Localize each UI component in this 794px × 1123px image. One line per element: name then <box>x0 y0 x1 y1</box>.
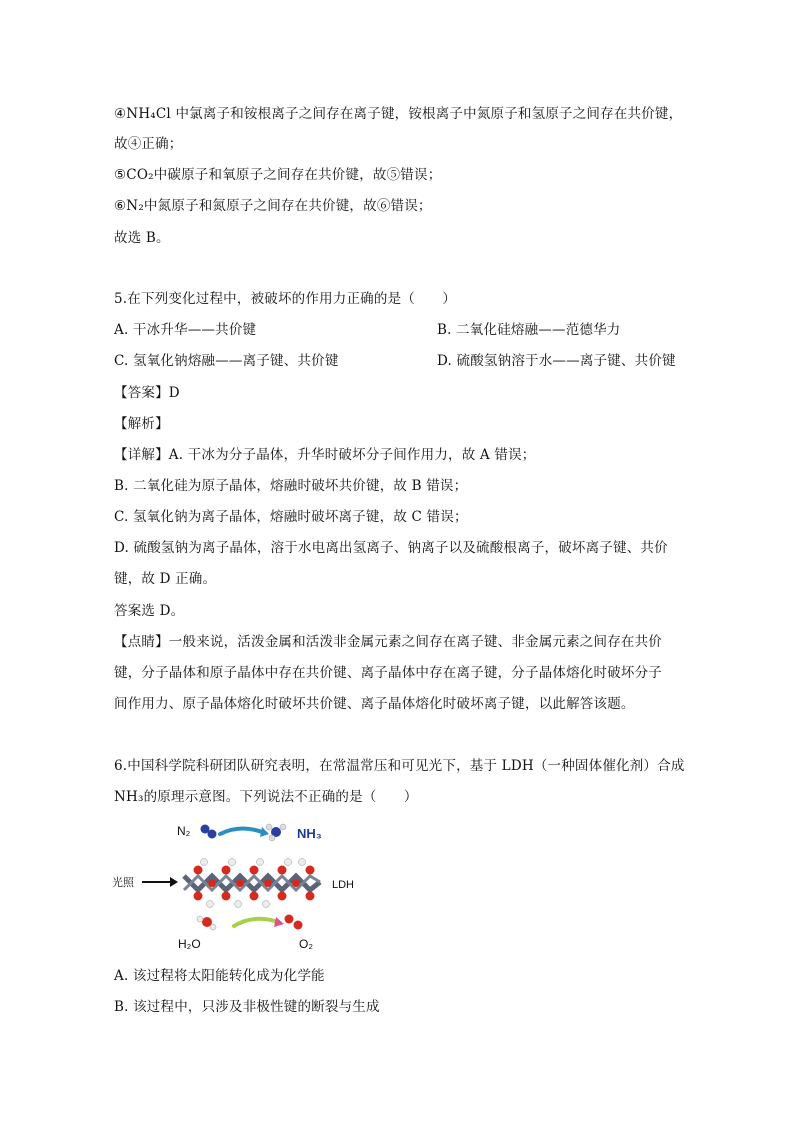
q5-option-c: C. 氢氧化钠熔融——离子键、共价键 <box>114 353 339 369</box>
reaction-arrow-top <box>220 828 262 834</box>
ldh-lattice <box>184 859 320 908</box>
o2-molecule <box>285 915 303 930</box>
nh3-molecule <box>266 824 286 841</box>
q5-detail-d-line1: D. 硫酸氢钠为离子晶体，溶于水电离出氢离子、钠离子以及硫酸根离子，破坏离子键、共价 <box>114 540 668 556</box>
q5-stem: 5.在下列变化过程中，被破坏的作用力正确的是（ ） <box>114 291 457 307</box>
n2-molecule <box>201 825 217 839</box>
q5-note-line2: 键，分子晶体和原子晶体中存在共价键、离子晶体中存在离子键，分子晶体熔化时破坏分子 <box>114 665 662 681</box>
q4-conclusion: 故选 B。 <box>114 230 170 246</box>
q5-detail-a: 【详解】A. 干冰为分子晶体，升华时破坏分子间作用力，故 A 错误； <box>114 447 536 463</box>
q5-answer: 【答案】D <box>114 385 180 401</box>
q5-detail-d-line2: 键，故 D 正确。 <box>114 571 217 587</box>
q5-detail-b: B. 二氧化硅为原子晶体，熔融时破坏共价键，故 B 错误； <box>114 478 468 494</box>
q4-line-n2: ⑥N₂中氮原子和氮原子之间存在共价键，故⑥错误； <box>114 198 432 214</box>
light-label: 光照 <box>112 877 134 889</box>
o2-label: O₂ <box>299 937 313 951</box>
q5-detail-c: C. 氢氧化钠为离子晶体，熔融时破坏离子键，故 C 错误； <box>114 509 468 525</box>
q5-option-a: A. 干冰升华——共价键 <box>114 322 257 338</box>
q5-option-d: D. 硫酸氢钠溶于水——离子键、共价键 <box>437 353 676 369</box>
n2-label: N₂ <box>177 824 191 838</box>
q5-note-line3: 间作用力、原子晶体熔化时破坏共价键、离子晶体熔化时破坏离子键，以此解答该题。 <box>114 696 635 712</box>
q4-line-correct: 故④正确； <box>114 136 183 152</box>
h2o-molecule <box>197 916 216 930</box>
q5-option-b: B. 二氧化硅熔融——范德华力 <box>437 322 621 338</box>
nh3-label: NH₃ <box>297 826 322 841</box>
ldh-nh3-schematic <box>112 818 372 954</box>
reaction-arrowhead-bottom <box>274 917 284 927</box>
h2o-label: H₂O <box>178 937 201 951</box>
q5-conclusion: 答案选 D。 <box>114 603 185 619</box>
q4-line-nh4cl: ④NH₄Cl 中氯离子和铵根离子之间存在离子键，铵根离子中氮原子和氢原子之间存在共价键， <box>114 106 683 122</box>
q4-line-co2: ⑤CO₂中碳原子和氧原子之间存在共价键，故⑤错误； <box>114 167 442 183</box>
q5-analysis-heading: 【解析】 <box>114 416 169 432</box>
q6-stem-line1: 6.中国科学院科研团队研究表明，在常温常压和可见光下，基于 LDH（一种固体催化剂）合成 <box>114 758 685 774</box>
q6-stem-line2: NH₃的原理示意图。下列说法不正确的是（ ） <box>114 789 418 805</box>
reaction-arrow-bottom <box>234 919 278 926</box>
q6-option-b: B. 该过程中，只涉及非极性键的断裂与生成 <box>114 999 380 1015</box>
q5-note-line1: 【点睛】一般来说，活泼金属和活泼非金属元素之间存在离子键、非金属元素之间存在共价 <box>114 634 662 650</box>
ldh-label: LDH <box>332 879 355 891</box>
q6-option-a: A. 该过程将太阳能转化成为化学能 <box>114 968 325 984</box>
light-arrowhead <box>170 877 178 887</box>
